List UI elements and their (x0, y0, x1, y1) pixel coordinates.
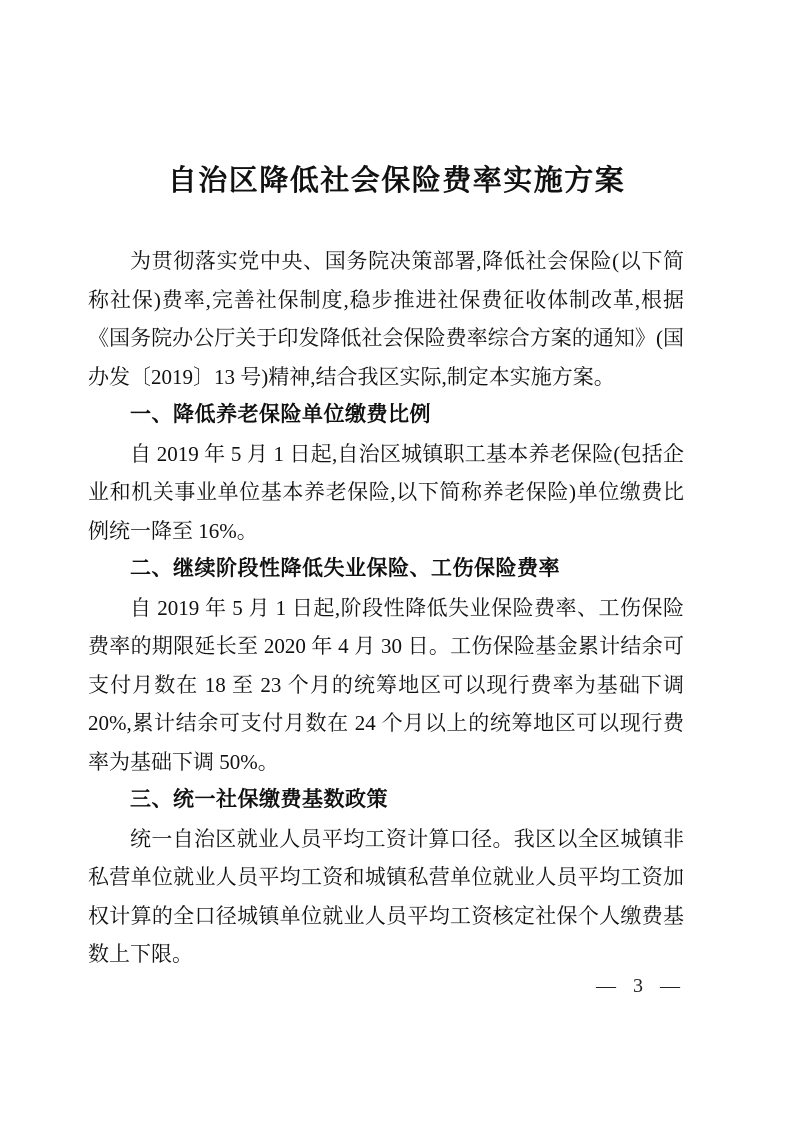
body-paragraph: 自 2019 年 5 月 1 日起,阶段性降低失业保险费率、工伤保险费率的期限延长至 2020 年 4 月 30 日。工伤保险基金累计结余可支付月数在 18 至 23 个月的统筹地区可以现行费率为基础下调 20%,累计结余可支付月数在 24 个月以上的统筹地区可以现行费率为基础下调 50%。 (88, 595, 684, 774)
body-paragraph: 为贯彻落实党中央、国务院决策部署,降低社会保险(以下简称社保)费率,完善社保制度,稳步推进社保费征收体制改革,根据《国务院办公厅关于印发降低社会保险费率综合方案的通知》(国办发〔2019〕13 号)精神,结合我区实际,制定本实施方案。 (88, 249, 684, 389)
body-paragraph: 自 2019 年 5 月 1 日起,自治区城镇职工基本养老保险(包括企业和机关事业单位基本养老保险,以下简称养老保险)单位缴费比例统一降至 16%。 (88, 441, 684, 543)
body-paragraph: 统一自治区就业人员平均工资计算口径。我区以全区城镇非私营单位就业人员平均工资和城镇私营单位就业人员平均工资加权计算的全口径城镇单位就业人员平均工资核定社保个人缴费基数上下限。 (88, 826, 684, 966)
document-body (0, 242, 793, 974)
section-heading: 二、继续阶段性降低失业保险、工伤保险费率 (130, 557, 560, 580)
page-title: 自治区降低社会保险费率实施方案 (167, 165, 626, 197)
section-heading: 一、降低养老保险单位缴费比例 (130, 403, 431, 426)
page-number: — 3 — (596, 975, 681, 997)
section-heading: 三、统一社保缴费基数政策 (130, 788, 388, 811)
